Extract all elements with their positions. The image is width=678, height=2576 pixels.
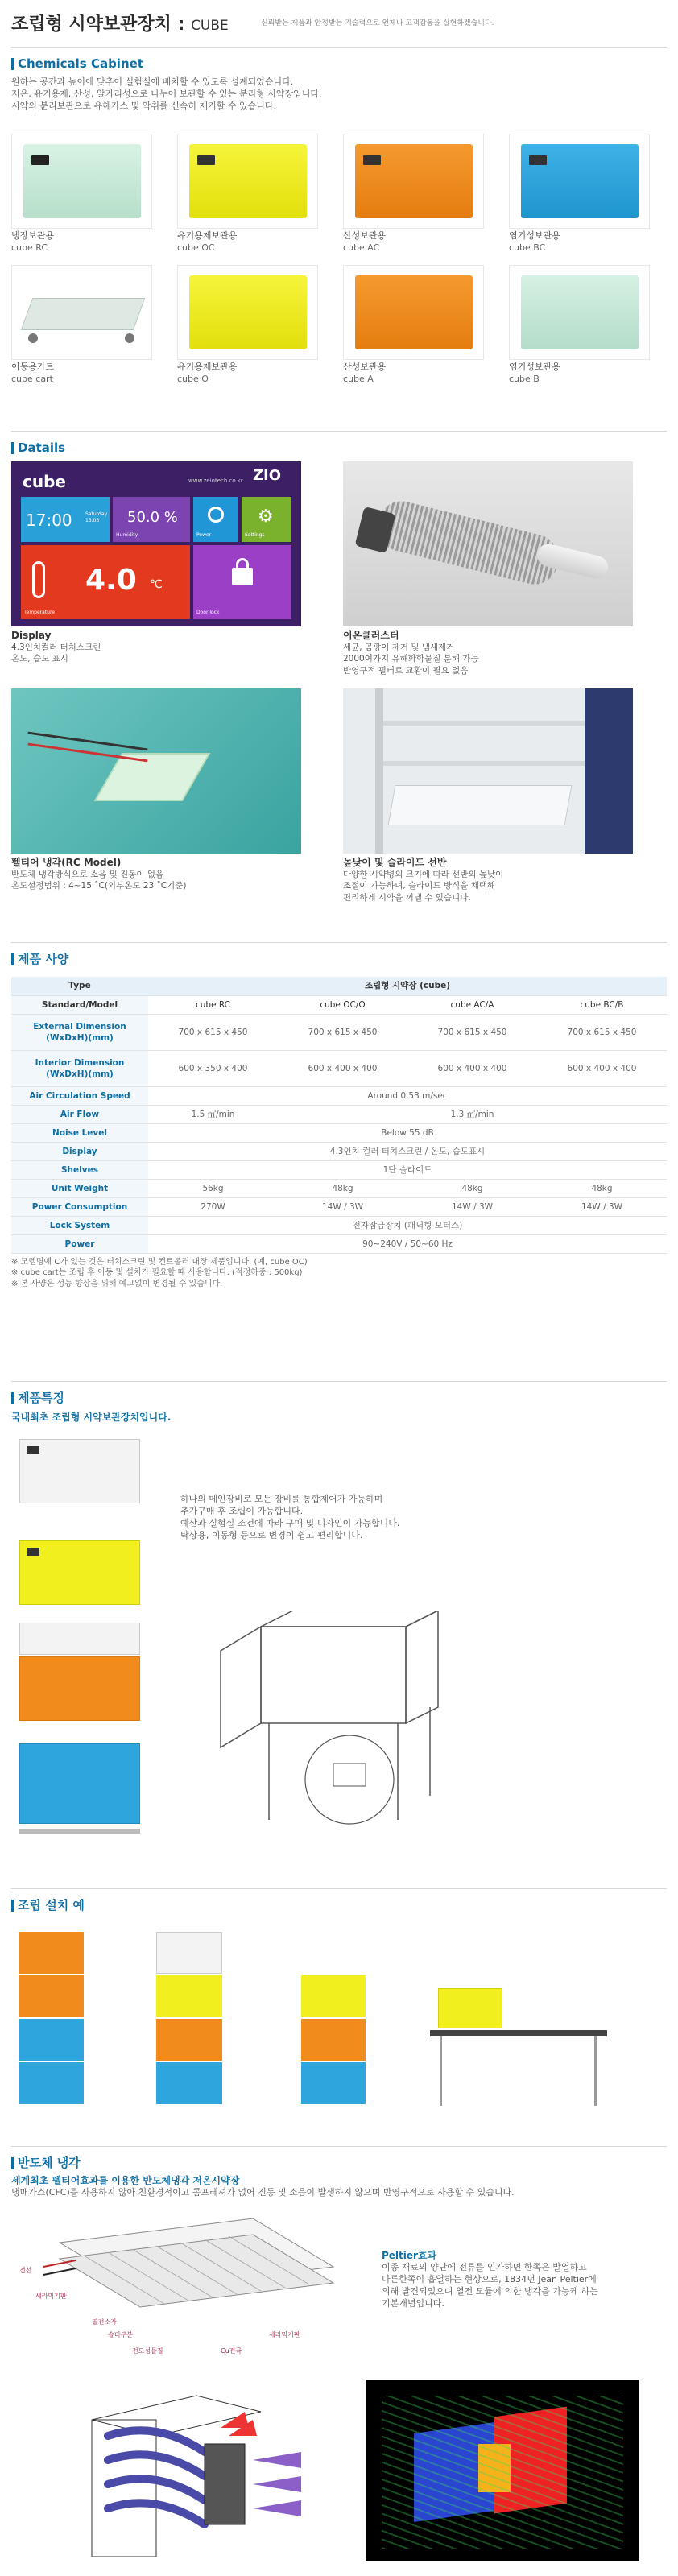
- thermometer-icon: [32, 561, 45, 598]
- cabinet-model: cube O: [177, 373, 209, 384]
- shelves-image: [343, 688, 633, 854]
- table-cell: 56kg: [148, 1179, 278, 1197]
- cabinet-name: 산성보관용: [343, 230, 387, 241]
- detail-desc: 조절이 가능하며, 슬라이드 방식을 채택해: [343, 881, 496, 891]
- spec-table: [11, 977, 667, 1254]
- detail-desc: 편리하게 시약을 꺼낼 수 있습니다.: [343, 892, 471, 903]
- display-url: www.zeiotech.co.kr: [188, 478, 243, 484]
- peltier-effect: [382, 2249, 598, 2310]
- table-cell: cube RC: [148, 995, 278, 1014]
- table-cell: 600 x 400 x 400: [407, 1050, 537, 1086]
- time-tile: [21, 497, 110, 542]
- display-time: 17:00: [26, 511, 72, 530]
- detail-desc: 2000여가지 유해화학물질 분해 가능: [343, 654, 479, 664]
- table-row: [11, 995, 667, 1014]
- diagram-label: 열전소자: [92, 2318, 117, 2326]
- cabinet-item[interactable]: [177, 134, 318, 254]
- temp-label: Temperature: [24, 610, 56, 615]
- table-cell: 700 x 615 x 450: [537, 1014, 667, 1050]
- table-cell: Standard/Model: [11, 995, 148, 1014]
- detail-title: 펠티어 냉각(RC Model): [11, 857, 122, 868]
- table-row: [11, 1105, 667, 1123]
- table-cell: Interior Dimension (WxDxH)(mm): [11, 1050, 148, 1086]
- table-cell: 48kg: [537, 1179, 667, 1197]
- effect-line: 기본개념입니다.: [382, 2297, 444, 2309]
- spec-note: ※ 모델명에 C가 있는 것은 터치스크린 및 컨트롤러 내장 제품입니다. (예, cube OC): [11, 1257, 308, 1267]
- cabinet-image: [355, 275, 473, 349]
- display-humidity: 50.0 %: [127, 509, 178, 526]
- feature-subtitle: 국내최초 조립형 시약보관장치입니다.: [11, 1412, 172, 1424]
- detail-desc: 온도, 습도 표시: [11, 654, 68, 664]
- airflow-illustration: [60, 2380, 309, 2561]
- spec-notes: [11, 1257, 667, 1290]
- section-title: 제품 사양: [11, 951, 667, 967]
- table-cell: 600 x 350 x 400: [148, 1050, 278, 1086]
- cabinet-name: 유기용제보관용: [177, 362, 238, 372]
- power-label: Power: [196, 532, 212, 538]
- table-cell: 48kg: [278, 1179, 407, 1197]
- detail-shelves: [343, 688, 633, 903]
- table-cell: 700 x 615 x 450: [148, 1014, 278, 1050]
- effect-line: 다른한쪽이 흡열하는 현상으로, 1834년 Jean Peltier에: [382, 2274, 597, 2285]
- spec-note: ※ cube cart는 조립 후 이동 및 설치가 필요할 때 사용합니다. (적정하중 : 500kg): [11, 1268, 303, 1278]
- door-lock-label: Door lock: [196, 610, 220, 615]
- table-cell: Power: [11, 1234, 148, 1253]
- settings-tile[interactable]: [242, 497, 291, 542]
- table-row: [11, 1160, 667, 1179]
- diagram-label: 솔더부분: [108, 2331, 133, 2338]
- feature-line: 추가구매 후 조립이 가능합니다.: [180, 1505, 304, 1516]
- table-row: [11, 1086, 667, 1105]
- table-cell: Around 0.53 m/sec: [148, 1086, 667, 1105]
- section-title: Datails: [11, 440, 667, 456]
- table-cell: Noise Level: [11, 1123, 148, 1142]
- cabinet-intro: [11, 76, 667, 113]
- table-row: [11, 1216, 667, 1234]
- table-cell: Shelves: [11, 1160, 148, 1179]
- peltier-image: [11, 688, 301, 854]
- diagram-label: 전도성물질: [132, 2347, 163, 2355]
- thermal-simulation-image: [366, 2380, 639, 2561]
- cabinet-item[interactable]: [509, 265, 650, 386]
- cabinet-item[interactable]: [343, 134, 484, 254]
- power-icon: [208, 507, 224, 523]
- cabinet-model: cube RC: [11, 242, 48, 253]
- cabinet-model: cube B: [509, 373, 540, 384]
- table-cell: Type: [11, 977, 148, 995]
- table-cell: 14W / 3W: [537, 1197, 667, 1216]
- detail-desc: 반도체 냉각방식으로 소음 및 진동이 없음: [11, 870, 164, 880]
- cabinet-item[interactable]: [509, 134, 650, 254]
- spec-note: ※ 본 사양은 성능 향상을 위해 예고없이 변경될 수 있습니다.: [11, 1279, 223, 1288]
- table-cell: cube BC/B: [537, 995, 667, 1014]
- table-cell: 48kg: [407, 1179, 537, 1197]
- cabinet-model: cube AC: [343, 242, 380, 253]
- table-cell: 700 x 615 x 450: [407, 1014, 537, 1050]
- cabinet-item[interactable]: [177, 265, 318, 386]
- cabinet-name: 산성보관용: [343, 362, 387, 372]
- feature-text: [180, 1494, 399, 1541]
- peltier-subtitle: 세계최초 펠티어효과를 이용한 반도체냉각 저온시약장: [11, 2175, 240, 2187]
- feature-line: 탁상용, 이동형 등으로 변경이 쉽고 편리합니다.: [180, 1529, 363, 1540]
- power-tile[interactable]: [193, 497, 238, 542]
- diagram-label: 세라믹기판: [269, 2331, 300, 2338]
- peltier-module-diagram: [11, 2210, 349, 2363]
- table-cell: 조립형 시약장 (cube): [148, 977, 667, 995]
- feature-section: [11, 1381, 667, 1864]
- table-cell: cube AC/A: [407, 995, 537, 1014]
- table-cell: Power Consumption: [11, 1197, 148, 1216]
- cabinet-name: 염기성보관용: [509, 230, 560, 241]
- table-row: [11, 977, 667, 995]
- cabinet-image: [189, 144, 307, 218]
- table-cell: 전자잠금장치 (패닉형 모터스): [148, 1216, 667, 1234]
- table-cell: 1.3 ㎥/min: [278, 1105, 667, 1123]
- table-cell: cube OC/O: [278, 995, 407, 1014]
- section-title: 반도체 냉각: [11, 2155, 667, 2171]
- table-row: [11, 1197, 667, 1216]
- table-row: [11, 1234, 667, 1253]
- peltier-desc: 냉매가스(CFC)를 사용하지 않아 친환경적이고 콤프레셔가 없어 진동 및 소음이 발생하지 않으며 반영구적으로 사용할 수 있습니다.: [11, 2187, 515, 2198]
- intro-line: 저온, 유기용제, 산성, 알카리성으로 나누어 보관할 수 있는 분리형 시약장입니다.: [11, 89, 322, 100]
- cabinet-image: [521, 275, 639, 349]
- effect-line: 의해 발견되었으며 열전 모듈에 의한 냉각을 가능케 하는: [382, 2285, 598, 2297]
- table-cell: 600 x 400 x 400: [278, 1050, 407, 1086]
- diagram-label: Cu전극: [221, 2347, 242, 2355]
- temp-unit: ℃: [150, 578, 163, 591]
- cart-wheel: [125, 333, 134, 343]
- table-row: [11, 1050, 667, 1086]
- feature-line: 하나의 메인장비로 모든 장비를 통합제어가 가능하며: [180, 1494, 383, 1504]
- table-cell: Air Circulation Speed: [11, 1086, 148, 1105]
- table-cell: 270W: [148, 1197, 278, 1216]
- intro-line: 원하는 공간과 높이에 맞추어 실험실에 배치할 수 있도록 설계되었습니다.: [11, 76, 294, 88]
- cabinet-model: cube cart: [11, 373, 53, 384]
- cabinet-model: cube A: [343, 373, 374, 384]
- install-section: [11, 1888, 667, 2130]
- humidity-label: Humidity: [116, 532, 138, 538]
- cabinet-section: [11, 47, 667, 417]
- page-title: [11, 13, 229, 37]
- detail-display: [11, 461, 301, 665]
- display-brand: cube: [23, 472, 66, 491]
- effect-line: 이종 재료의 양단에 전류를 인가하면 한쪽은 발열하고: [382, 2262, 587, 2273]
- table-cell: 600 x 400 x 400: [537, 1050, 667, 1086]
- detail-desc: 온도설정범위 : 4~15 ˚C(외부온도 23 ˚C기준): [11, 881, 187, 891]
- cabinet-model: cube BC: [509, 242, 546, 253]
- cabinet-image: [189, 275, 307, 349]
- detail-title: Display: [11, 630, 52, 641]
- peltier-section: [11, 2146, 667, 2565]
- table-cell: 4.3인치 컬러 터치스크린 / 온도, 습도표시: [148, 1142, 667, 1160]
- table-cell: 14W / 3W: [407, 1197, 537, 1216]
- table-cell: Lock System: [11, 1216, 148, 1234]
- diagram-label: 전선: [19, 2267, 32, 2274]
- details-section: [11, 431, 667, 930]
- title-model: CUBE: [191, 18, 229, 34]
- page-header: [11, 10, 667, 39]
- humidity-tile: [113, 497, 190, 542]
- table-cell: 90~240V / 50~60 Hz: [148, 1234, 667, 1253]
- cabinet-image: [521, 144, 639, 218]
- cabinet-line-drawing: [205, 1611, 446, 1844]
- door-lock-tile[interactable]: [193, 545, 291, 619]
- detail-desc: 4.3인치컬러 터치스크린: [11, 643, 101, 653]
- table-cell: Air Flow: [11, 1105, 148, 1123]
- table-row: [11, 1179, 667, 1197]
- ion-cluster-image: [343, 461, 633, 626]
- table-cell: Display: [11, 1142, 148, 1160]
- table-cell: Unit Weight: [11, 1179, 148, 1197]
- cabinet-name: 염기성보관용: [509, 362, 560, 372]
- effect-title: Peltier효과: [382, 2250, 437, 2261]
- section-title: 조립 설치 예: [11, 1897, 667, 1913]
- cabinet-item[interactable]: [11, 134, 152, 254]
- display-screen-image: [11, 461, 301, 626]
- table-cell: 1단 슬라이드: [148, 1160, 667, 1179]
- cabinet-name: 유기용제보관용: [177, 230, 238, 241]
- detail-desc: 세균, 곰팡이 제거 및 냄새제거: [343, 643, 455, 653]
- table-cell: 1.5 ㎥/min: [148, 1105, 278, 1123]
- section-title: Chemicals Cabinet: [11, 56, 667, 72]
- gear-icon: ⚙: [258, 507, 274, 527]
- feature-line: 예산과 실험실 조건에 따라 구매 및 디자인이 가능합니다.: [180, 1517, 400, 1528]
- detail-desc: 다양한 시약병의 크기에 따라 선반의 높낮이: [343, 870, 504, 880]
- cabinet-name: 이동용카트: [11, 362, 55, 372]
- detail-peltier: [11, 688, 301, 892]
- title-text: 조립형 시약보관장치 :: [11, 14, 185, 35]
- settings-label: Settings: [245, 532, 265, 538]
- table-row: [11, 1014, 667, 1050]
- spec-section: [11, 942, 667, 1361]
- display-date: Saturday 13.03: [85, 511, 108, 524]
- table-cell: Below 55 dB: [148, 1123, 667, 1142]
- cabinet-model: cube OC: [177, 242, 215, 253]
- cabinet-item[interactable]: [11, 265, 152, 386]
- detail-title: 높낮이 및 슬라이드 선반: [343, 857, 447, 868]
- table-cell: 14W / 3W: [278, 1197, 407, 1216]
- cabinet-image: [355, 144, 473, 218]
- header-description: 신뢰받는 제품과 안정받는 기술력으로 언제나 고객감동을 실현하겠습니다.: [261, 19, 494, 27]
- detail-title: 이온클러스터: [343, 630, 399, 641]
- diagram-label: 세라믹기판: [35, 2293, 67, 2300]
- detail-desc: 반영구적 필터로 교환이 필요 없음: [343, 665, 469, 676]
- display-logo: ZIO: [253, 467, 282, 484]
- display-temperature: 4.0: [85, 564, 137, 597]
- cart-image: [21, 298, 146, 330]
- cabinet-item[interactable]: [343, 265, 484, 386]
- cabinet-name: 냉장보관용: [11, 230, 55, 241]
- temperature-tile: [21, 545, 190, 619]
- table-cell: External Dimension (WxDxH)(mm): [11, 1014, 148, 1050]
- detail-ion-cluster: [343, 461, 633, 676]
- table-row: [11, 1123, 667, 1142]
- intro-line: 시약의 분리보관으로 유해가스 및 악취를 신속히 제거할 수 있습니다.: [11, 100, 276, 111]
- section-title: 제품특징: [11, 1390, 667, 1406]
- cabinet-image: [23, 144, 141, 218]
- table-row: [11, 1142, 667, 1160]
- table-cell: 700 x 615 x 450: [278, 1014, 407, 1050]
- cart-wheel: [28, 333, 38, 343]
